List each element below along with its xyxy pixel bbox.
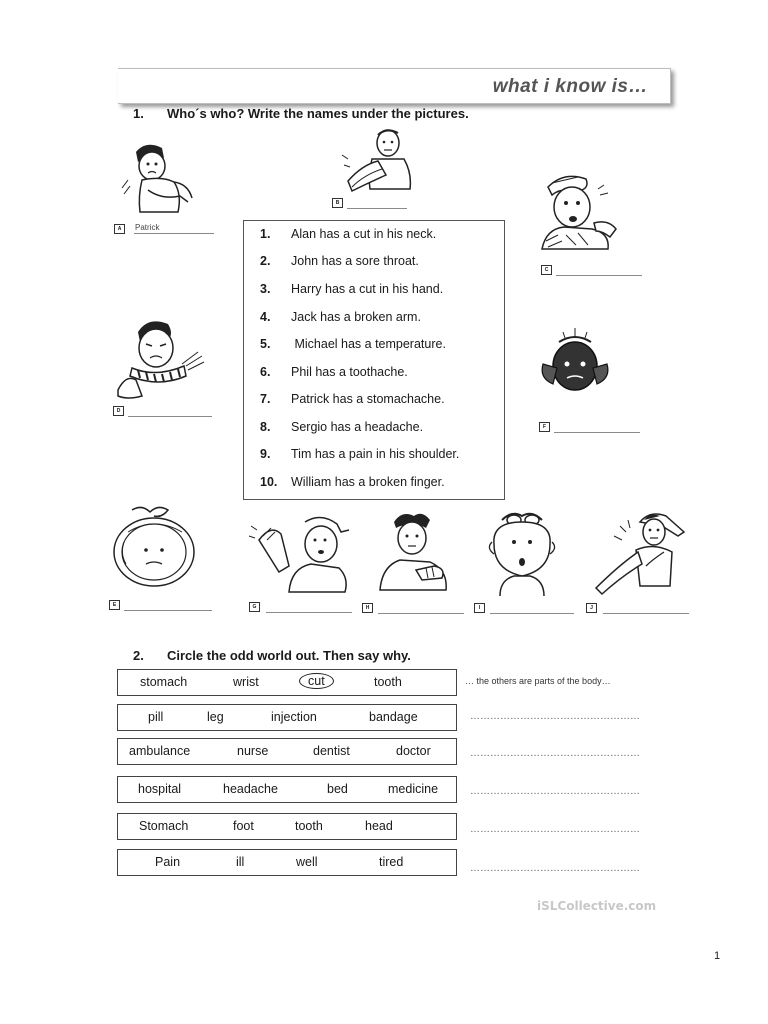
- picture-b-answer-line[interactable]: [347, 208, 407, 209]
- section2-number: 2.: [133, 648, 144, 663]
- reason-line-3[interactable]: ……………………………………………: [470, 748, 640, 759]
- word-row-3: [117, 738, 457, 765]
- section1-number: 1.: [133, 106, 144, 121]
- picture-c-answer-line[interactable]: [556, 275, 642, 276]
- word[interactable]: hospital: [138, 782, 182, 796]
- islcollective-watermark: iSLCollective.com: [537, 899, 657, 913]
- word[interactable]: tired: [379, 855, 404, 869]
- word[interactable]: well: [296, 855, 318, 869]
- reason-line-2[interactable]: ……………………………………………: [470, 711, 640, 722]
- picture-i-letter: I: [474, 603, 485, 613]
- picture-a-answer: Patrick: [135, 223, 160, 232]
- picture-a-stomachache: [118, 140, 208, 220]
- picture-d-answer-line[interactable]: [128, 416, 212, 417]
- word-row-5: [117, 813, 457, 840]
- picture-j-answer-line[interactable]: [603, 613, 689, 614]
- list-item: 4. Jack has a broken arm.: [260, 310, 421, 324]
- word[interactable]: nurse: [237, 744, 269, 758]
- word[interactable]: medicine: [388, 782, 439, 796]
- picture-f-letter: F: [539, 422, 550, 432]
- circled-word[interactable]: cut: [299, 673, 334, 689]
- picture-e-answer-line[interactable]: [124, 610, 212, 611]
- picture-c-letter: C: [541, 265, 552, 275]
- word[interactable]: bed: [327, 782, 348, 796]
- reason-answer-1: … the others are parts of the body…: [465, 676, 611, 686]
- picture-a-letter: A: [114, 224, 125, 234]
- word[interactable]: foot: [233, 819, 254, 833]
- list-item: 6. Phil has a toothache.: [260, 365, 408, 379]
- picture-h-answer-line[interactable]: [378, 613, 464, 614]
- banner-title: what i know is…: [492, 76, 648, 97]
- picture-g-broken-finger: [245, 510, 355, 595]
- picture-h-cut-hand: [372, 508, 462, 593]
- word[interactable]: headache: [223, 782, 278, 796]
- section2-instruction: Circle the odd world out. Then say why.: [167, 648, 411, 663]
- picture-g-letter: G: [249, 602, 260, 612]
- word[interactable]: dentist: [313, 744, 350, 758]
- word-row-6: [117, 849, 457, 876]
- list-item: 3. Harry has a cut in his hand.: [260, 282, 444, 296]
- picture-d-sore-throat: [112, 314, 212, 404]
- picture-e-toothache: [102, 502, 212, 597]
- word-row-2: [117, 704, 457, 731]
- list-item: 8. Sergio has a headache.: [260, 420, 424, 434]
- picture-g-answer-line[interactable]: [266, 612, 352, 613]
- section1-heading: [133, 106, 469, 121]
- title-banner: [118, 68, 671, 104]
- picture-f-answer-line[interactable]: [554, 432, 640, 433]
- word[interactable]: ambulance: [129, 744, 191, 758]
- word-row-1: [117, 669, 457, 696]
- word[interactable]: ill: [236, 855, 245, 869]
- reason-line-5[interactable]: ……………………………………………: [470, 824, 640, 835]
- word[interactable]: doctor: [396, 744, 431, 758]
- picture-b-broken-arm: [338, 125, 418, 195]
- picture-j-shoulder-pain: [588, 506, 693, 598]
- word[interactable]: pill: [148, 710, 164, 724]
- word[interactable]: head: [365, 819, 393, 833]
- picture-i-temperature: [486, 508, 561, 598]
- word[interactable]: stomach: [140, 675, 188, 689]
- picture-h-letter: H: [362, 603, 373, 613]
- picture-b-letter: B: [332, 198, 343, 208]
- word[interactable]: tooth: [374, 675, 402, 689]
- word[interactable]: leg: [207, 710, 224, 724]
- reason-line-6[interactable]: ……………………………………………: [470, 863, 640, 874]
- picture-j-letter: J: [586, 603, 597, 613]
- section2-heading: [133, 648, 411, 663]
- section1-instruction: Who´s who? Write the names under the pictures.: [167, 106, 469, 121]
- reason-line-4[interactable]: ……………………………………………: [470, 786, 640, 797]
- page-number: 1: [714, 950, 721, 962]
- picture-a-answer-line[interactable]: [134, 233, 214, 234]
- word[interactable]: bandage: [369, 710, 418, 724]
- picture-f-headache: [535, 328, 615, 403]
- list-item: 2. John has a sore throat.: [260, 254, 419, 268]
- list-item: 1. Alan has a cut in his neck.: [260, 227, 437, 241]
- word[interactable]: Pain: [155, 855, 181, 869]
- list-item: 7. Patrick has a stomachache.: [260, 392, 445, 406]
- picture-e-letter: E: [109, 600, 120, 610]
- word[interactable]: tooth: [295, 819, 323, 833]
- word-row-4: [117, 776, 457, 803]
- list-item: 10. William has a broken finger.: [260, 475, 445, 489]
- picture-d-letter: D: [113, 406, 124, 416]
- word[interactable]: wrist: [233, 675, 259, 689]
- list-item: 5. Michael has a temperature.: [260, 337, 446, 351]
- picture-i-answer-line[interactable]: [490, 613, 574, 614]
- names-list-box: [243, 220, 505, 500]
- list-item: 9. Tim has a pain in his shoulder.: [260, 447, 460, 461]
- word[interactable]: injection: [271, 710, 317, 724]
- picture-c-cut-neck: [538, 165, 643, 255]
- word[interactable]: Stomach: [139, 819, 189, 833]
